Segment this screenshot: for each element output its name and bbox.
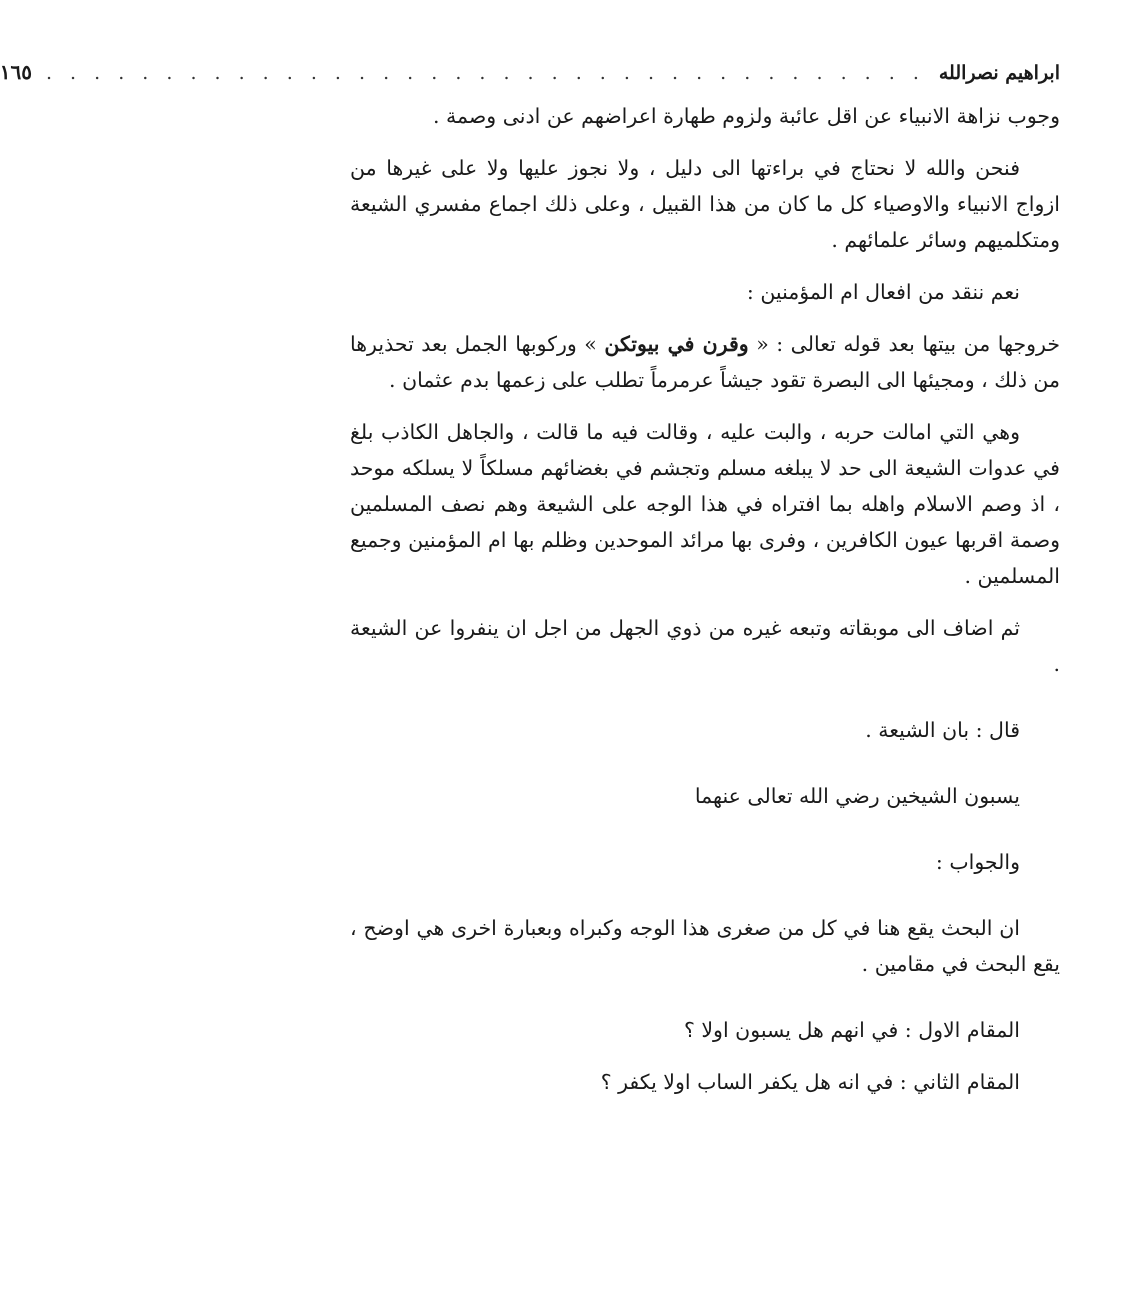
paragraph-6: قال : بان الشيعة . — [865, 718, 1020, 742]
running-header-author: ابراهيم نصرالله — [938, 62, 1060, 84]
running-header — [0, 60, 1060, 98]
paragraph-8: والجواب : — [935, 850, 1020, 874]
paragraph-7: يسبون الشيخين رضي الله تعالى عنهما — [694, 784, 1020, 808]
paragraph-10: المقام الاول : في انهم هل يسبون اولا ؟ — [683, 1018, 1020, 1042]
paragraph-9: ان البحث يقع هنا في كل من صغرى هذا الوجه وكبراه وبعبارة اخرى هي اوضح ، يقع البحث في مقامين . — [350, 916, 1060, 976]
quran-quote: وقرن في بيوتكن — [604, 332, 749, 356]
paragraph-0: وجوب نزاهة الانبياء عن اقل عائبة ولزوم طهارة اعراضهم عن ادنى وصمة . — [433, 104, 1060, 128]
page-number: ١٦٥ — [0, 60, 32, 84]
paragraph-4: وهي التي امالت حربه ، والبت عليه ، وقالت فيه ما قالت ، والجاهل الكاذب بلغ في عدوات الشيعة الى حد لا يبلغه مسلم وتجشم في بغضائهم مسلكاً لا يسلكه موحد ، اذ وصم الاسلام واهله بما افتراه في هذا الوجه على الشيعة وهم نصف المسلمين وصمة اقربها عيون الكافرين ، وفرى بها مرائد الموحدين وظلم بها ام المؤمنين وجميع المسلمين . — [350, 420, 1060, 588]
paragraph-3 — [350, 326, 1060, 398]
leader-dots: . . . . . . . . . . . . . . . . . . . . . . . . . . . . . . . . . . . . . — [45, 62, 925, 84]
paragraph-2: نعم ننقد من افعال ام المؤمنين : — [746, 280, 1020, 304]
paragraph-3-start: خروجها من بيتها بعد قوله تعالى : « — [748, 332, 1060, 356]
book-page — [0, 60, 1061, 1116]
paragraph-1: فنحن والله لا نحتاج في براءتها الى دليل ، ولا نجوز عليها ولا على غيرها من ازواج الانبياء والاوصياء كل ما كان من هذا القبيل ، وعلى ذلك اجماع مفسري الشيعة ومتكلميهم وسائر علمائهم . — [350, 156, 1061, 252]
paragraph-5: ثم اضاف الى موبقاته وتبعه غيره من ذوي الجهل من اجل ان ينفروا عن الشيعة . — [350, 616, 1060, 676]
paragraph-3-end: » وركوبها الجمل بعد تحذيرها من ذلك ، ومجيئها الى البصرة تقود جيشاً عرمرماً تطلب على زعمها بدم عثمان . — [350, 332, 1060, 392]
paragraph-11: المقام الثاني : في انه هل يكفر الساب اولا يكفر ؟ — [600, 1070, 1020, 1094]
